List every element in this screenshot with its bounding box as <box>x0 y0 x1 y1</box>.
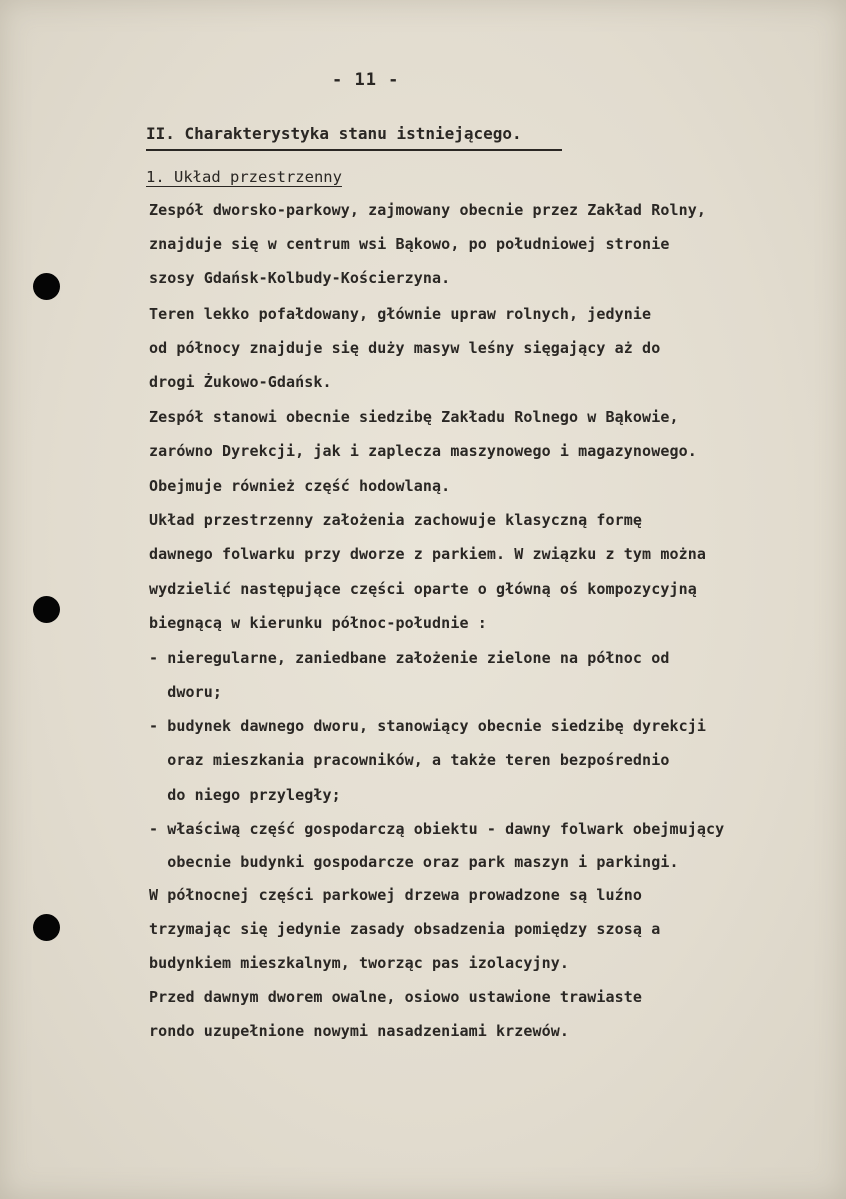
body-line: Przed dawnym dworem owalne, osiowo ustawione trawiaste <box>149 988 643 1006</box>
body-line: drogi Żukowo-Gdańsk. <box>149 373 332 391</box>
list-item-line: - właściwą część gospodarczą obiektu - dawny folwark obejmujący <box>149 820 725 838</box>
punch-hole <box>33 273 60 300</box>
list-item-line: dworu; <box>149 683 223 701</box>
list-item-line: obecnie budynki gospodarcze oraz park maszyn i parkingi. <box>149 853 679 871</box>
punch-hole <box>33 914 60 941</box>
body-line: Obejmuje również część hodowlaną. <box>149 477 451 495</box>
body-line: trzymając się jedynie zasady obsadzenia pomiędzy szosą a <box>149 920 661 938</box>
heading-underline <box>146 149 562 151</box>
list-item-line: - nieregularne, zaniedbane założenie zielone na północ od <box>149 649 670 667</box>
punch-hole <box>33 596 60 623</box>
body-line: W północnej części parkowej drzewa prowadzone są luźno <box>149 886 643 904</box>
list-item-line: do niego przyległy; <box>149 786 341 804</box>
section-heading: II. Charakterystyka stanu istniejącego. <box>146 124 522 143</box>
subsection-heading: 1. Układ przestrzenny <box>146 168 342 186</box>
body-line: Teren lekko pofałdowany, głównie upraw rolnych, jedynie <box>149 305 652 323</box>
body-line: Układ przestrzenny założenia zachowuje klasyczną formę <box>149 511 643 529</box>
page-number: - 11 - <box>332 70 400 90</box>
body-line: dawnego folwarku przy dworze z parkiem. W związku z tym można <box>149 545 706 563</box>
body-line: biegnącą w kierunku północ-południe : <box>149 614 487 632</box>
body-line: wydzielić następujące części oparte o główną oś kompozycyjną <box>149 580 697 598</box>
body-line: Zespół dworsko-parkowy, zajmowany obecnie przez Zakład Rolny, <box>149 201 706 219</box>
body-line: zarówno Dyrekcji, jak i zaplecza maszynowego i magazynowego. <box>149 442 697 460</box>
body-line: znajduje się w centrum wsi Bąkowo, po południowej stronie <box>149 235 670 253</box>
body-line: Zespół stanowi obecnie siedzibę Zakładu Rolnego w Bąkowie, <box>149 408 679 426</box>
body-line: rondo uzupełnione nowymi nasadzeniami krzewów. <box>149 1022 570 1040</box>
body-line: budynkiem mieszkalnym, tworząc pas izolacyjny. <box>149 954 570 972</box>
body-line: szosy Gdańsk-Kolbudy-Kościerzyna. <box>149 269 451 287</box>
list-item-line: oraz mieszkania pracowników, a także teren bezpośrednio <box>149 751 670 769</box>
body-line: od północy znajduje się duży masyw leśny sięgający aż do <box>149 339 661 357</box>
list-item-line: - budynek dawnego dworu, stanowiący obecnie siedzibę dyrekcji <box>149 717 706 735</box>
